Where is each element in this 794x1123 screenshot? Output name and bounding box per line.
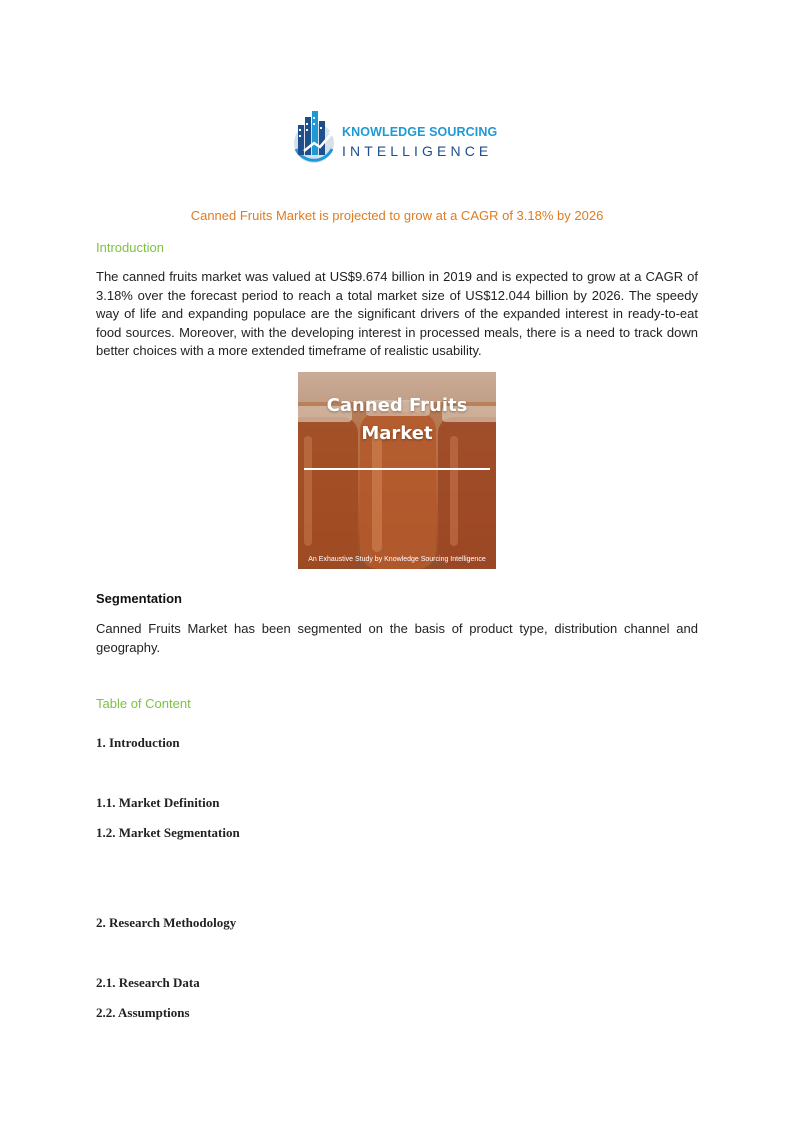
logo-wordmark-bottom: INTELLIGENCE	[342, 143, 493, 159]
toc-item: 2.1. Research Data	[96, 975, 200, 990]
cover-caption: An Exhaustive Study by Knowledge Sourcing Intelligence	[308, 556, 486, 563]
logo-wordmark-top: KNOWLEDGE SOURCING	[342, 125, 498, 139]
toc-heading: Table of Content	[96, 696, 191, 711]
toc-item: 2.2. Assumptions	[96, 1005, 190, 1020]
cover-title-line1: Canned Fruits	[326, 395, 468, 416]
report-cover-image	[298, 372, 496, 569]
introduction-paragraph: The canned fruits market was valued at US$9.674 billion in 2019 and is expected to grow at a CAGR of 3.18% over the forecast period to reach a total market size of US$12.044 billion by 2026. The speedy way of life and expanding populace are the significant drivers of the expanded interest in ready-to-eat food sources. Moreover, with the developing interest in processed meals, there is a need to track down better choices with a more extended timeframe of realistic usability.	[96, 269, 698, 358]
toc-item: 2. Research Methodology	[96, 915, 237, 930]
building-chart-logo-icon	[290, 105, 342, 167]
segmentation-paragraph: Canned Fruits Market has been segmented on the basis of product type, distribution channel and geography.	[96, 621, 698, 655]
toc-item: 1. Introduction	[96, 735, 180, 750]
cover-divider	[304, 468, 490, 470]
toc-item: 1.1. Market Definition	[96, 795, 220, 810]
company-logo	[290, 105, 510, 167]
segmentation-heading: Segmentation	[96, 591, 182, 606]
toc-item: 1.2. Market Segmentation	[96, 825, 240, 840]
cover-title-line2: Market	[361, 423, 433, 444]
introduction-heading: Introduction	[96, 240, 164, 255]
report-headline: Canned Fruits Market is projected to grow at a CAGR of 3.18% by 2026	[190, 208, 604, 223]
cover-title	[298, 392, 496, 448]
